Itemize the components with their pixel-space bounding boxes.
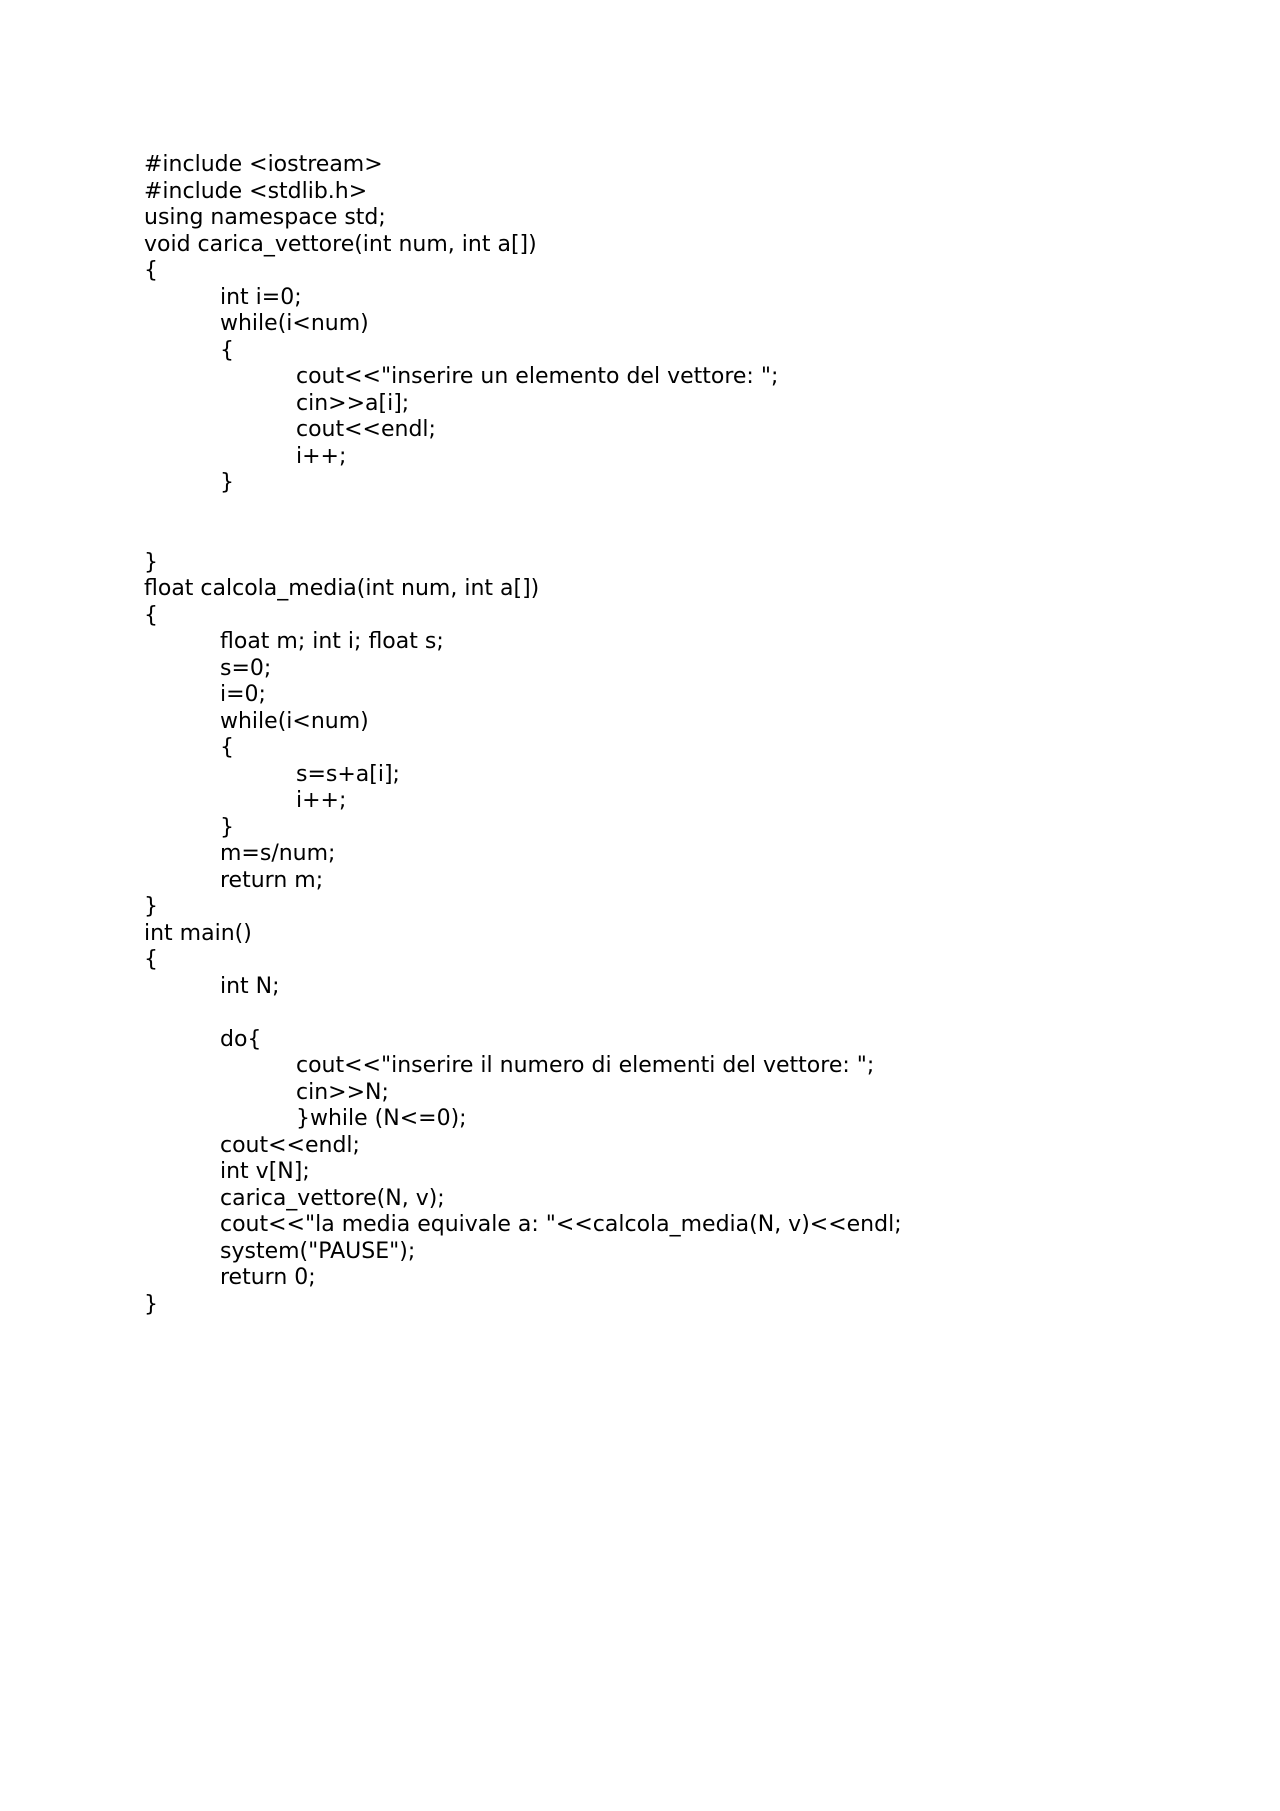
code-line: }: [144, 1291, 158, 1317]
code-line: {: [144, 947, 158, 972]
code-line: #include <stdlib.h>: [144, 178, 368, 204]
code-line: [144, 523, 1144, 550]
code-line: {: [144, 602, 158, 628]
code-line: int i=0;: [220, 284, 302, 310]
code-line: m=s/num;: [220, 841, 336, 866]
code-line: i++;: [296, 443, 347, 469]
code-line: }: [220, 470, 234, 495]
code-line: cout<<"inserire un elemento del vettore: ";: [296, 364, 779, 389]
code-line: while(i<num): [220, 311, 369, 336]
code-line: while(i<num): [220, 708, 369, 734]
code-line: }: [144, 549, 158, 575]
code-line: s=0;: [220, 655, 272, 681]
code-line: return m;: [220, 867, 324, 893]
code-line: [144, 497, 1144, 524]
code-line: float m; int i; float s;: [220, 629, 444, 654]
code-line: return 0;: [220, 1265, 316, 1290]
code-line: do{: [220, 1026, 262, 1052]
code-line: void carica_vettore(int num, int a[]): [144, 231, 537, 257]
code-line: system("PAUSE");: [220, 1238, 416, 1264]
code-line: i=0;: [220, 682, 266, 707]
code-listing: [144, 152, 1144, 1318]
code-line: float calcola_media(int num, int a[]): [144, 576, 540, 601]
code-line: }: [144, 894, 158, 919]
code-line: using namespace std;: [144, 205, 386, 230]
code-line: cin>>a[i];: [296, 390, 410, 416]
code-line: s=s+a[i];: [296, 761, 400, 787]
code-line: {: [144, 258, 158, 283]
code-line: cout<<endl;: [296, 417, 436, 442]
code-line: cin>>N;: [296, 1079, 389, 1105]
code-line: cout<<"inserire il numero di elementi del vettore: ";: [296, 1053, 875, 1078]
code-line: }: [220, 814, 234, 840]
code-line: cout<<"la media equivale a: "<<calcola_media(N, v)<<endl;: [220, 1212, 902, 1237]
code-line: int main(): [144, 920, 252, 946]
code-line: carica_vettore(N, v);: [220, 1185, 445, 1211]
code-line: {: [220, 735, 234, 760]
code-line: [144, 1000, 1144, 1027]
code-line: int v[N];: [220, 1159, 310, 1184]
code-line: {: [220, 337, 234, 363]
code-line: i++;: [296, 788, 347, 813]
code-line: }while (N<=0);: [296, 1106, 467, 1131]
code-line: int N;: [220, 973, 280, 999]
code-line: #include <iostream>: [144, 152, 383, 177]
code-line: cout<<endl;: [220, 1132, 360, 1158]
